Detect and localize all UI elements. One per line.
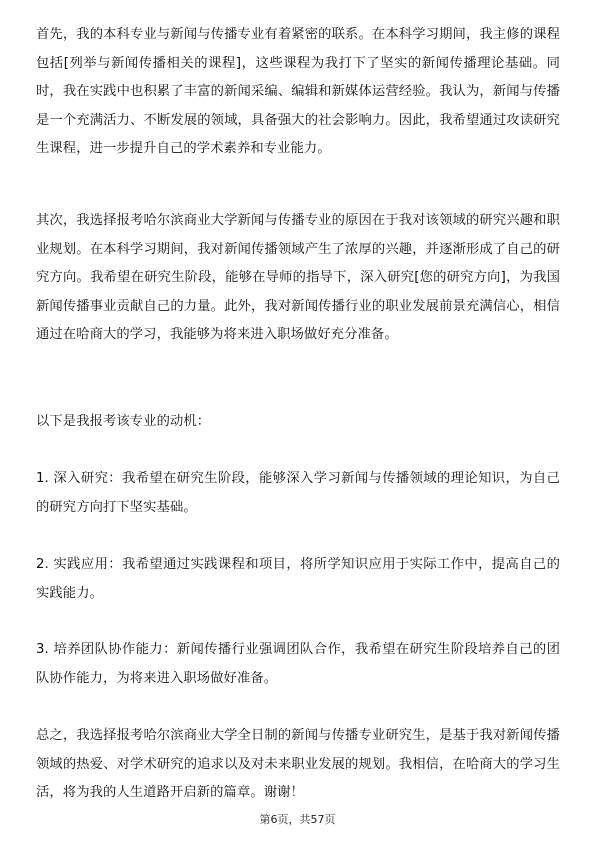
paragraph-motivation-2: 2. 实践应用：我希望通过实践课程和项目，将所学知识应用于实际工作中，提高自己的实践能力。 xyxy=(36,557,560,601)
page-number-footer: 第6页，共57页 xyxy=(259,813,336,826)
paragraph-reasons: 其次，我选择报考哈尔滨商业大学新闻与传播专业的原因在于我对该领域的研究兴趣和职业规划。在本科学习期间，我对新闻传播领域产生了浓厚的兴趣，并逐渐形成了自己的研究方向。我希望在研究生阶段，能够在导师的指导下，深入研究[您的研究方向]，为我国新闻传播事业贡献自己的力量。此外，我对新闻传播行业的职业发展前景充满信心，相信通过在哈商大的学习，我能够为将来进入职场做好充分准备。 xyxy=(36,213,560,343)
paragraph-conclusion: 总之，我选择报考哈尔滨商业大学全日制的新闻与传播专业研究生，是基于我对新闻传播领域的热爱、对学术研究的追求以及对未来职业发展的规划。我相信，在哈商大的学习生活，将为我的人生道路开启新的篇章。谢谢！ xyxy=(36,728,560,801)
paragraph-motivation-1: 1. 深入研究：我希望在研究生阶段，能够深入学习新闻与传播领域的理论知识，为自己的研究方向打下坚实基础。 xyxy=(36,471,560,515)
paragraph-motivation-intro: 以下是我报考该专业的动机： xyxy=(36,414,211,429)
paragraph-motivation-3: 3. 培养团队协作能力：新闻传播行业强调团队合作，我希望在研究生阶段培养自己的团队协作能力，为将来进入职场做好准备。 xyxy=(36,642,560,686)
paragraph-background: 首先，我的本科专业与新闻与传播专业有着紧密的联系。在本科学习期间，我主修的课程包括[列举与新闻传播相关的课程]，这些课程为我打下了坚实的新闻传播理论基础。同时，我在实践中也积累了丰富的新闻采编、编辑和新媒体运营经验。我认为，新闻与传播是一个充满活力、不断发展的领域，具备强大的社会影响力。因此，我希望通过攻读研究生课程，进一步提升自己的学术素养和专业能力。 xyxy=(36,27,560,157)
